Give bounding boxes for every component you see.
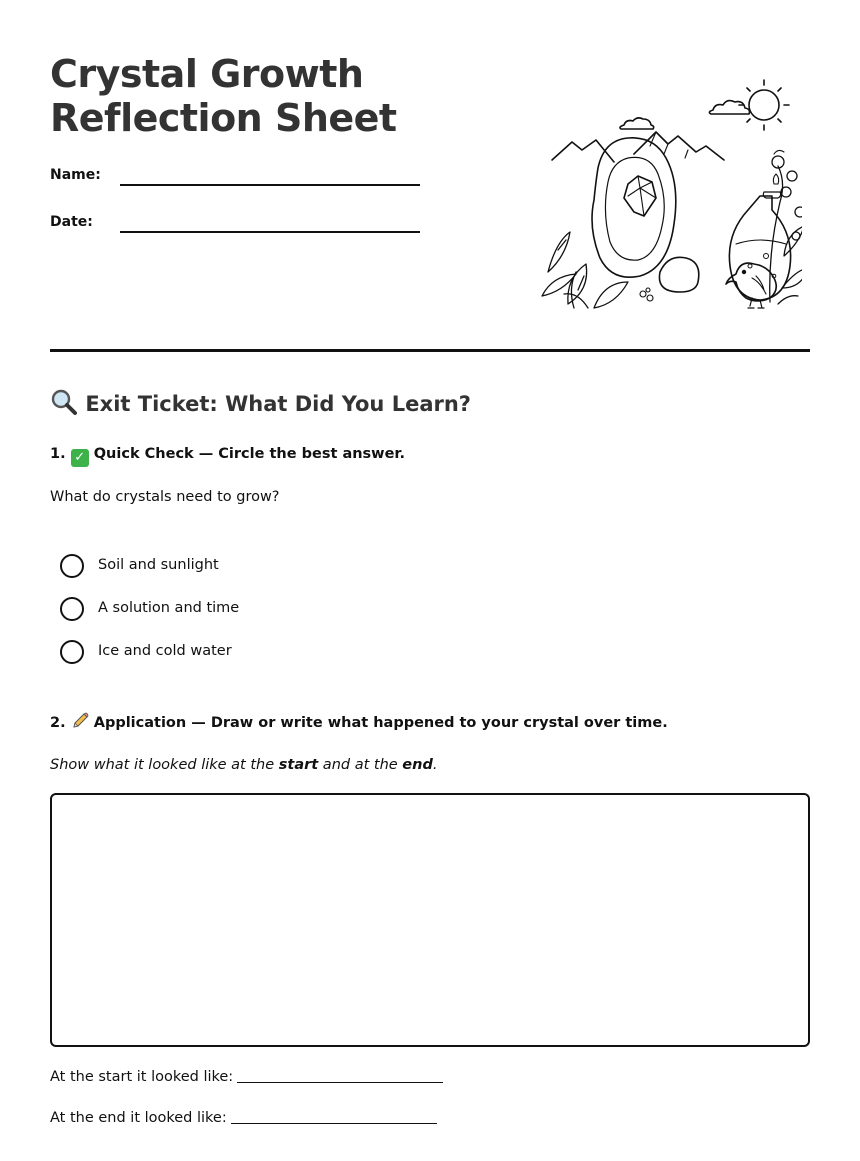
section-divider [50, 349, 810, 352]
answer-circle[interactable] [60, 597, 84, 621]
answer-option[interactable] [60, 640, 460, 664]
cloud-icon [620, 118, 654, 129]
end-response [50, 1107, 437, 1129]
q2-instructions [50, 754, 437, 776]
end-label: At the end it looked like: [50, 1110, 227, 1126]
answer-circle[interactable] [60, 640, 84, 664]
q2-heading [50, 712, 668, 734]
crystal-illustration [538, 72, 802, 312]
instr-text: Show what it looked like at the [50, 757, 279, 773]
date-field [50, 211, 420, 233]
sun-icon [739, 80, 789, 130]
rock [659, 257, 698, 292]
answer-option-text: Ice and cold water [98, 643, 232, 659]
check-mark-icon: ✓ [71, 449, 89, 467]
q2-heading-text: Application — Draw or write what happened to your crystal over time. [93, 715, 668, 731]
start-label: At the start it looked like: [50, 1069, 234, 1085]
name-field [50, 164, 420, 186]
instr-start-word: start [278, 757, 319, 773]
q1-heading [50, 443, 405, 467]
plant-leaves [542, 232, 628, 308]
date-label: Date: [50, 214, 93, 230]
page-title: Crystal Growth Reflection Sheet [50, 52, 397, 140]
name-line [120, 184, 420, 186]
pencil-icon [71, 712, 89, 730]
q1-prompt: What do crystals need to grow? [50, 489, 280, 505]
mountains [634, 132, 724, 160]
drawing-box[interactable] [50, 793, 810, 1047]
answer-option-text: Soil and sunlight [98, 557, 219, 573]
bird-icon [726, 263, 776, 308]
date-line [120, 231, 420, 233]
q2-number: 2. [50, 715, 66, 731]
answer-circle[interactable] [60, 554, 84, 578]
answer-option[interactable] [60, 554, 460, 578]
instr-text: and at the [318, 757, 403, 773]
q1-number: 1. [50, 446, 66, 462]
geode-icon [592, 138, 676, 277]
magnifying-glass-icon [50, 392, 85, 416]
answer-option[interactable] [60, 597, 460, 621]
instr-end-word: end [402, 757, 433, 773]
section-title-text: Exit Ticket: What Did You Learn? [85, 392, 471, 416]
q1-heading-text: Quick Check — Circle the best answer. [93, 446, 406, 462]
start-response [50, 1066, 443, 1088]
start-answer-line[interactable] [237, 1066, 443, 1083]
section-title [50, 388, 471, 420]
name-label: Name: [50, 167, 101, 183]
cloud-icon [709, 101, 749, 114]
end-answer-line[interactable] [231, 1107, 437, 1124]
instr-text: . [432, 757, 438, 773]
answer-option-text: A solution and time [98, 600, 240, 616]
